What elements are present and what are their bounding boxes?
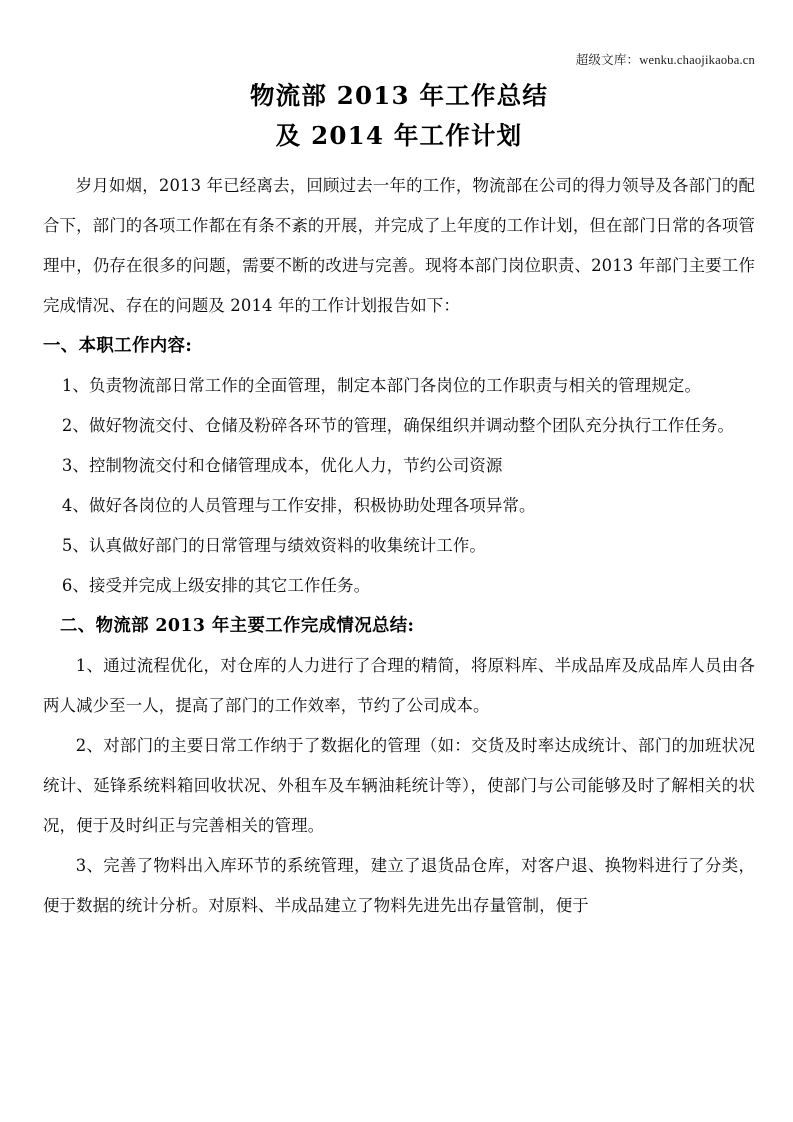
list-item: 6、接受并完成上级安排的其它工作任务。: [61, 576, 371, 595]
list-item: 2、做好物流交付、仓储及粉碎各环节的管理，确保组织并调动整个团队充分执行工作任务。: [61, 416, 735, 435]
section-heading-1: 一、本职工作内容:: [43, 336, 193, 356]
list-item: 1、负责物流部日常工作的全面管理，制定本部门各岗位的工作职责与相关的管理规定。: [61, 376, 701, 395]
page-watermark-header: 超级文库：wenku.chaojikaoba.cn: [575, 53, 755, 67]
list-item: 1、通过流程优化，对仓库的人力进行了合理的精简，将原料库、半成品库及成品库人员由各两人减少至一人，提高了部门的工作效率，节约了公司成本。: [43, 656, 755, 715]
document-title-line-1: 物流部 2013 年工作总结: [249, 81, 549, 110]
list-item: 5、认真做好部门的日常管理与绩效资料的收集统计工作。: [61, 536, 486, 555]
section-heading-2: 二、物流部 2013 年主要工作完成情况总结:: [60, 616, 415, 636]
document-title-line-2: 及 2014 年工作计划: [275, 121, 523, 150]
list-item: 4、做好各岗位的人员管理与工作安排，积极协助处理各项异常。: [61, 496, 536, 515]
document-body: [43, 76, 755, 926]
list-item: 2、对部门的主要日常工作纳于了数据化的管理（如：交货及时率达成统计、部门的加班状况统计、延锋系统料箱回收状况、外租车及车辆油耗统计等），使部门与公司能够及时了解相关的状况，便于及时纠正与完善相关的管理。: [43, 736, 755, 835]
list-item: 3、控制物流交付和仓储管理成本，优化人力，节约公司资源: [61, 456, 503, 475]
document-title: [43, 76, 755, 156]
intro-paragraph: 岁月如烟，2013 年已经离去，回顾过去一年的工作，物流部在公司的得力领导及各部门的配合下，部门的各项工作都在有条不紊的开展，并完成了上年度的工作计划，但在部门日常的各项管理中，仍存在很多的问题，需要不断的改进与完善。现将本部门岗位职责、2013 年部门主要工作完成情况、存在的问题及 2014 年的工作计划报告如下：: [43, 176, 755, 315]
list-item: 3、完善了物料出入库环节的系统管理，建立了退货品仓库，对客户退、换物料进行了分类，便于数据的统计分析。对原料、半成品建立了物料先进先出存量管制，便于: [43, 856, 755, 915]
